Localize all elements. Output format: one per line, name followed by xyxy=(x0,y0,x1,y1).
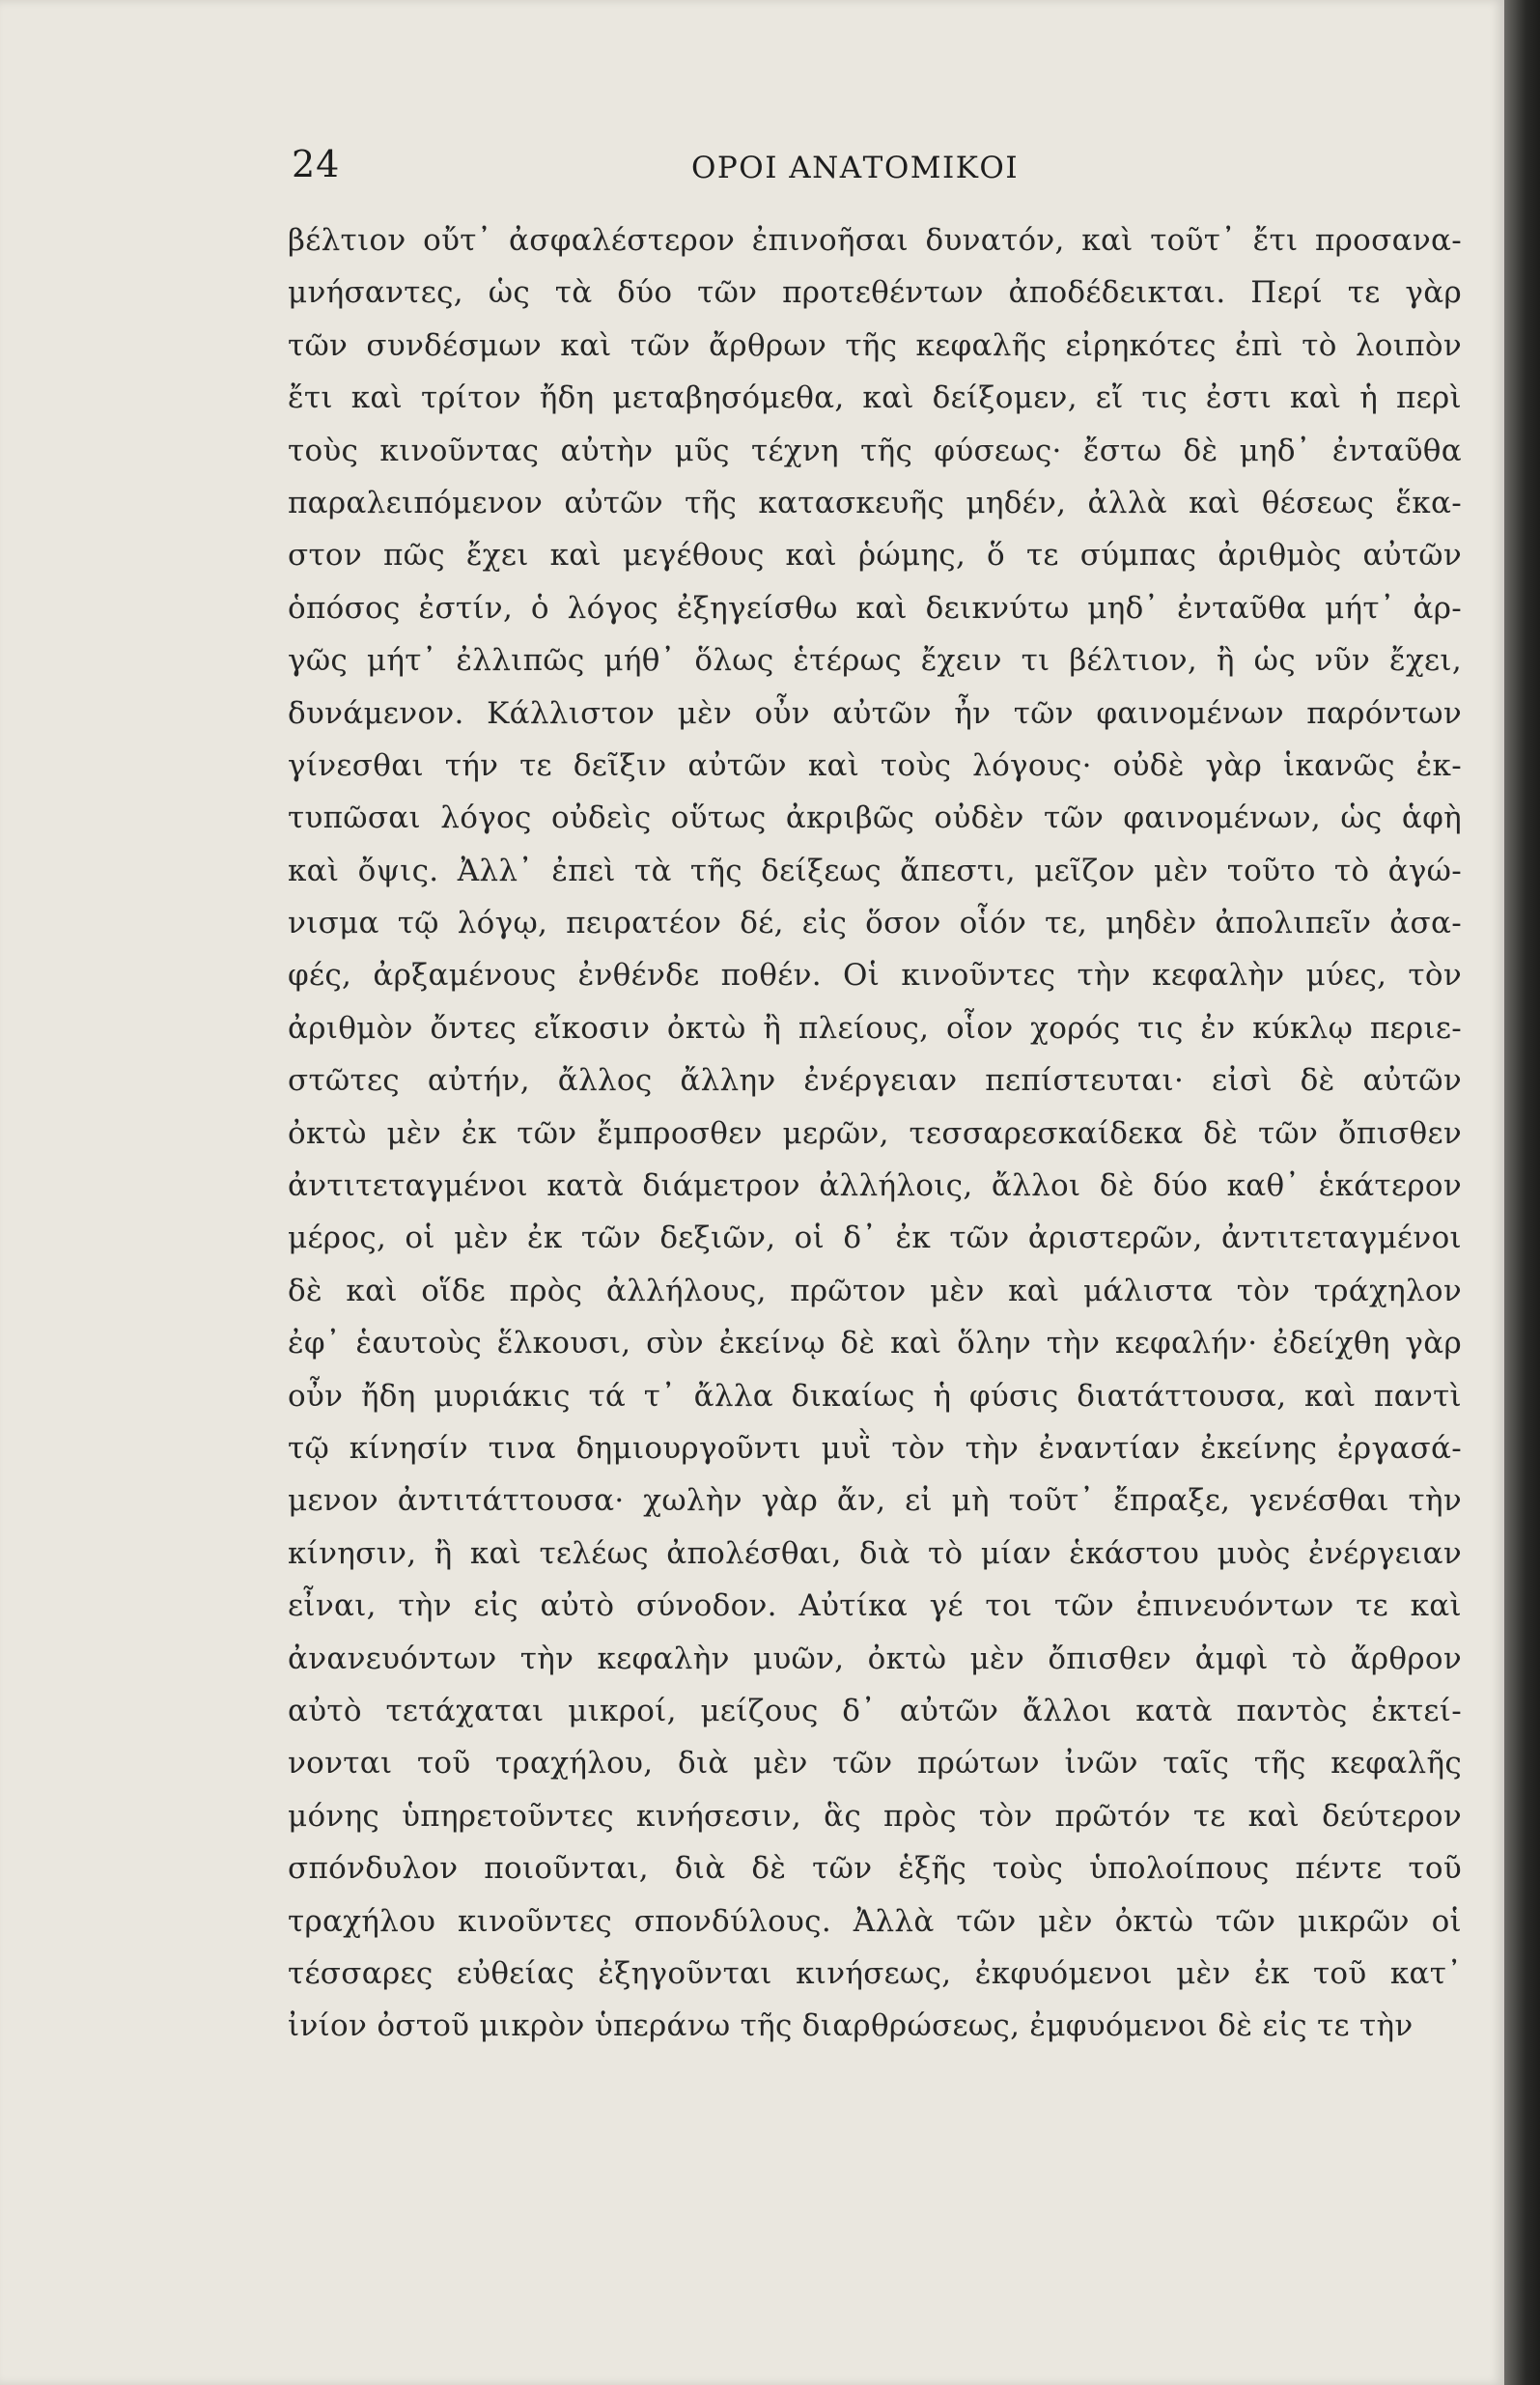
text-line: ἔτι καὶ τρίτον ἤδη μεταβησόμεθα, καὶ δείξομεν, εἴ τις ἐστι καὶ ἡ περὶ xyxy=(288,380,1462,416)
text-line: μόνης ὑπηρετοῦντες κινήσεσιν, ἃς πρὸς τὸν πρῶτόν τε καὶ δεύτερον xyxy=(288,1798,1462,1834)
text-line: αὐτὸ τετάχαται μικροί, μείζους δ᾽ αὐτῶν ἄλλοι κατὰ παντὸς ἐκτεί- xyxy=(288,1693,1462,1728)
page-edge-shadow xyxy=(1504,0,1540,2385)
text-line: τυπῶσαι λόγος οὐδεὶς οὕτως ἀκριβῶς οὐδὲν τῶν φαινομένων, ὡς ἁφὴ xyxy=(288,800,1462,836)
text-line: κίνησιν, ἢ καὶ τελέως ἀπολέσθαι, διὰ τὸ μίαν ἑκάστου μυὸς ἐνέργειαν xyxy=(288,1535,1462,1571)
text-line: καὶ ὄψις. Ἀλλ᾽ ἐπεὶ τὰ τῆς δείξεως ἄπεστι, μεῖζον μὲν τοῦτο τὸ ἀγώ- xyxy=(288,853,1462,888)
page-number: 24 xyxy=(292,143,341,185)
text-line: νισμα τῷ λόγῳ, πειρατέον δέ, εἰς ὅσον οἷόν τε, μηδὲν ἀπολιπεῖν ἀσα- xyxy=(288,906,1462,941)
text-line: γῶς μήτ᾽ ἐλλιπῶς μήθ᾽ ὅλως ἑτέρως ἔχειν τι βέλτιον, ἢ ὡς νῦν ἔχει, xyxy=(288,643,1462,679)
page-header xyxy=(0,143,1504,191)
text-line: δὲ καὶ οἵδε πρὸς ἀλλήλους, πρῶτον μὲν καὶ μάλιστα τὸν τράχηλον xyxy=(288,1273,1462,1308)
text-line: βέλτιον οὔτ᾽ ἀσφαλέστερον ἐπινοῆσαι δυνατόν, καὶ τοῦτ᾽ ἔτι προσανα- xyxy=(288,223,1462,258)
text-line: ἀριθμὸν ὄντες εἴκοσιν ὀκτὼ ἢ πλείους, οἷον χορός τις ἐν κύκλῳ περιε- xyxy=(288,1010,1462,1046)
text-line: μενον ἀντιτάττουσα· χωλὴν γὰρ ἄν, εἰ μὴ τοῦτ᾽ ἔπραξε, γενέσθαι τὴν xyxy=(288,1483,1462,1519)
text-line: δυνάμενον. Κάλλιστον μὲν οὖν αὐτῶν ἦν τῶν φαινομένων παρόντων xyxy=(288,695,1462,731)
text-line: εἶναι, τὴν εἰς αὐτὸ σύνοδον. Αὐτίκα γέ τοι τῶν ἐπινευόντων τε καὶ xyxy=(288,1588,1462,1624)
text-line: τοὺς κινοῦντας αὐτὴν μῦς τέχνη τῆς φύσεως· ἔστω δὲ μηδ᾽ ἐνταῦθα xyxy=(288,433,1462,468)
body-text xyxy=(288,214,1462,2053)
text-line: τῶν συνδέσμων καὶ τῶν ἄρθρων τῆς κεφαλῆς εἰρηκότες ἐπὶ τὸ λοιπὸν xyxy=(288,327,1462,363)
text-line: γίνεσθαι τήν τε δεῖξιν αὐτῶν καὶ τοὺς λόγους· οὐδὲ γὰρ ἱκανῶς ἐκ- xyxy=(288,747,1462,783)
text-line: φές, ἀρξαμένους ἐνθένδε ποθέν. Οἱ κινοῦντες τὴν κεφαλὴν μύες, τὸν xyxy=(288,958,1462,994)
text-line: μέρος, οἱ μὲν ἐκ τῶν δεξιῶν, οἱ δ᾽ ἐκ τῶν ἀριστερῶν, ἀντιτεταγμένοι xyxy=(288,1221,1462,1256)
text-line: παραλειπόμενον αὐτῶν τῆς κατασκευῆς μηδέν, ἀλλὰ καὶ θέσεως ἕκα- xyxy=(288,485,1462,520)
text-line: τραχήλου κινοῦντες σπονδύλους. Ἀλλὰ τῶν μὲν ὀκτὼ τῶν μικρῶν οἱ xyxy=(288,1903,1462,1939)
text-line: ἀνανευόντων τὴν κεφαλὴν μυῶν, ὀκτὼ μὲν ὄπισθεν ἀμφὶ τὸ ἄρθρον xyxy=(288,1641,1462,1676)
text-line: νονται τοῦ τραχήλου, διὰ μὲν τῶν πρώτων ἰνῶν ταῖς τῆς κεφαλῆς xyxy=(288,1746,1462,1782)
text-line: ἐφ᾽ ἑαυτοὺς ἕλκουσι, σὺν ἐκείνῳ δὲ καὶ ὅλην τὴν κεφαλήν· ἐδείχθη γὰρ xyxy=(288,1326,1462,1361)
text-line: τῷ κίνησίν τινα δημιουργοῦντι μυῒ τὸν τὴν ἐναντίαν ἐκείνης ἐργασά- xyxy=(288,1430,1462,1466)
text-line: οὖν ἤδη μυριάκις τά τ᾽ ἄλλα δικαίως ἡ φύσις διατάττουσα, καὶ παντὶ xyxy=(288,1378,1462,1414)
text-line: ὀκτὼ μὲν ἐκ τῶν ἔμπροσθεν μερῶν, τεσσαρεσκαίδεκα δὲ τῶν ὄπισθεν xyxy=(288,1115,1462,1151)
text-line: τέσσαρες εὐθείας ἐξηγοῦνται κινήσεως, ἐκφυόμενοι μὲν ἐκ τοῦ κατ᾽ xyxy=(288,1955,1462,1991)
text-line: ὁπόσος ἐστίν, ὁ λόγος ἐξηγείσθω καὶ δεικνύτω μηδ᾽ ἐνταῦθα μήτ᾽ ἀρ- xyxy=(288,590,1462,626)
text-line: στον πῶς ἔχει καὶ μεγέθους καὶ ῥώμης, ὅ τε σύμπας ἀριθμὸς αὐτῶν xyxy=(288,538,1462,574)
text-line: ἀντιτεταγμένοι κατὰ διάμετρον ἀλλήλοις, ἄλλοι δὲ δύο καθ᾽ ἑκάτερον xyxy=(288,1168,1462,1204)
text-line: σπόνδυλον ποιοῦνται, διὰ δὲ τῶν ἑξῆς τοὺς ὑπολοίπους πέντε τοῦ xyxy=(288,1851,1462,1887)
running-title: ΟΡΟΙ ΑΝΑΤΟΜΙΚΟΙ xyxy=(691,151,1020,185)
text-line: ἰνίον ὀστοῦ μικρὸν ὑπεράνω τῆς διαρθρώσεως, ἐμφυόμενοι δὲ εἰς τε τὴν xyxy=(288,2008,1414,2044)
text-line: μνήσαντες, ὡς τὰ δύο τῶν προτεθέντων ἀποδέδεικται. Περί τε γὰρ xyxy=(288,275,1462,311)
text-line: στῶτες αὐτήν, ἄλλος ἄλλην ἐνέργειαν πεπίστευται· εἰσὶ δὲ αὐτῶν xyxy=(288,1063,1462,1099)
